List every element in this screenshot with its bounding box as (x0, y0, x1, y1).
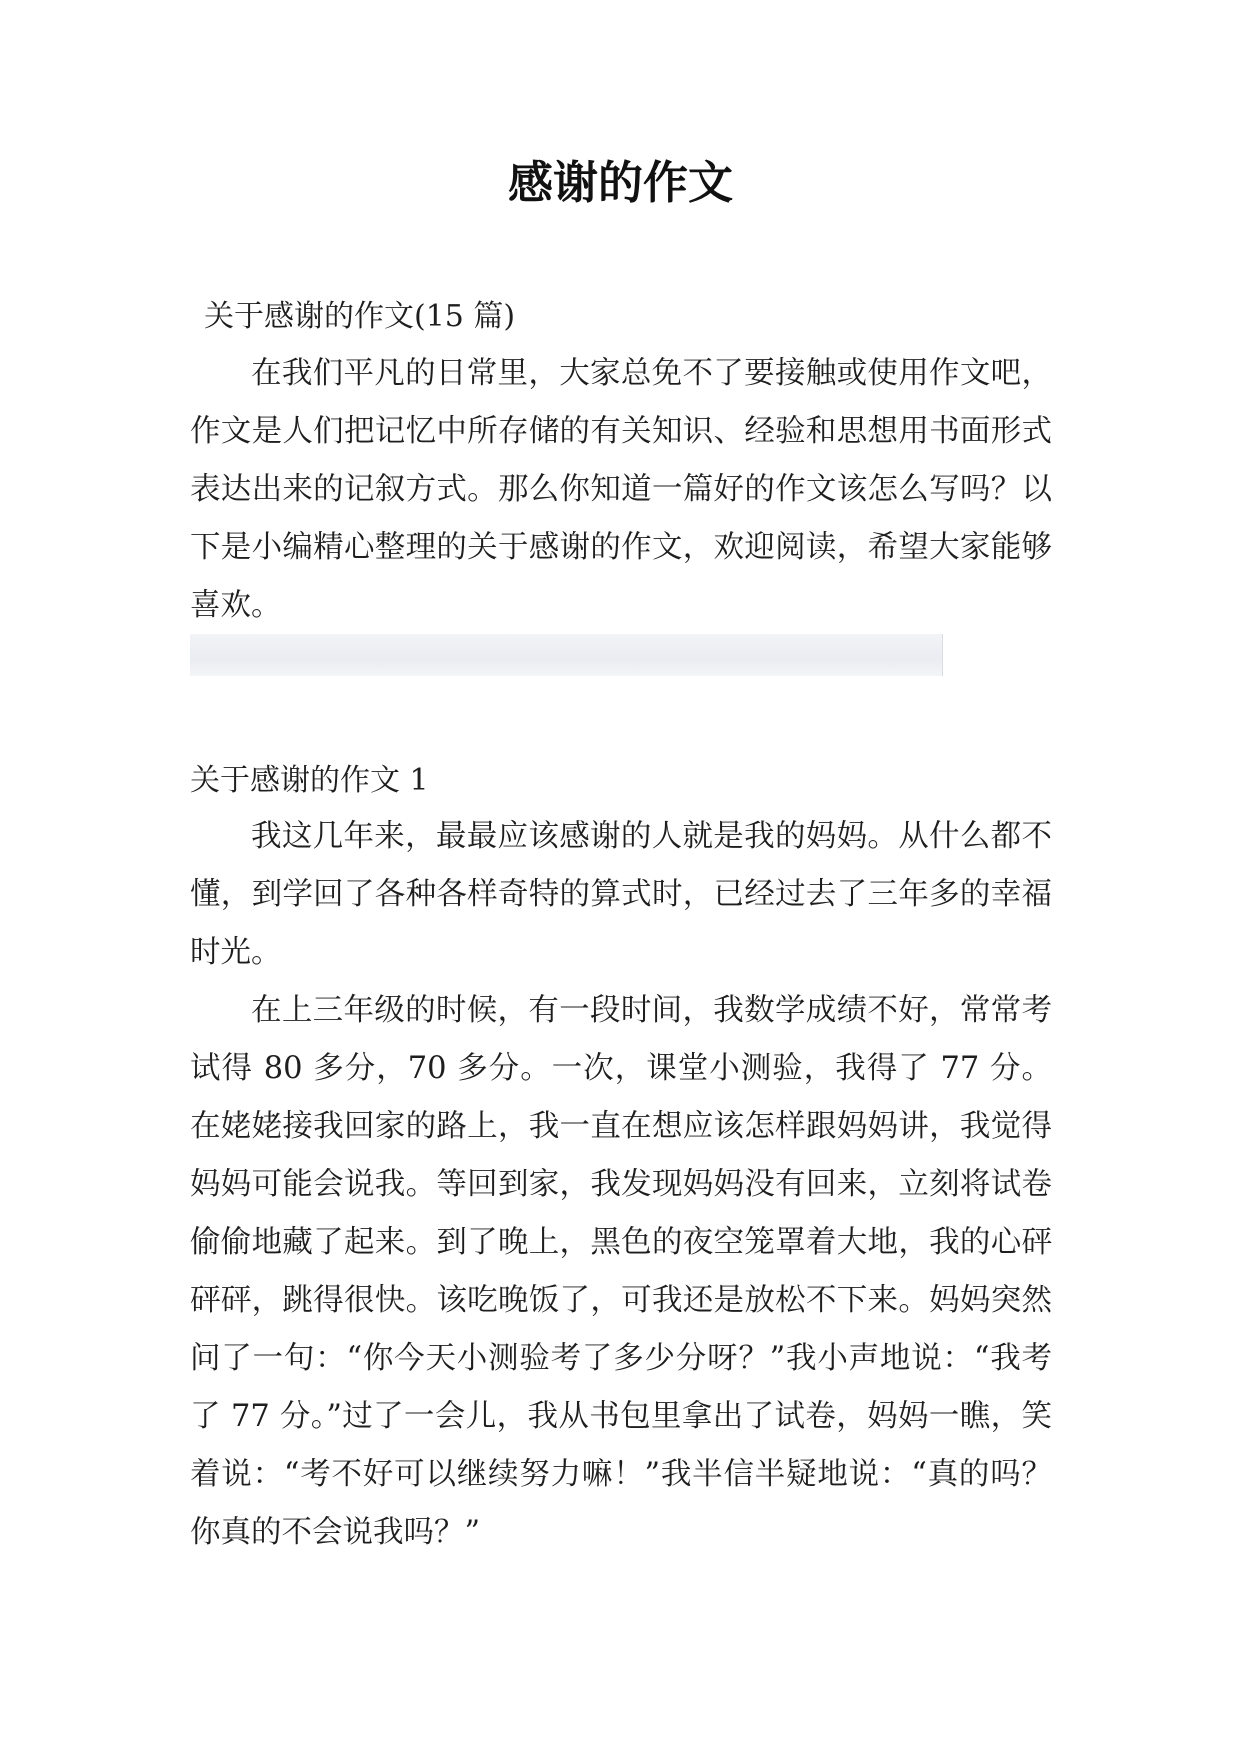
section-heading: 关于感谢的作文 1 (190, 763, 429, 798)
document-subtitle: 关于感谢的作文(15 篇) (204, 299, 516, 334)
intro-paragraph: 在我们平凡的日常里，大家总免不了要接触或使用作文吧，作文是人们把记忆中所存储的有关知识、经验和思想用书面形式表达出来的记叙方式。那么你知道一篇好的作文该怎么写吗？以下是小编精心整理的关于感谢的作文，欢迎阅读，希望大家能够喜欢。 (190, 356, 1052, 623)
body-paragraph: 我这几年来，最最应该感谢的人就是我的妈妈。从什么都不懂，到学回了各种各样奇特的算式时，已经过去了三年多的幸福时光。 (190, 819, 1052, 970)
body-paragraph: 在上三年级的时候，有一段时间，我数学成绩不好，常常考试得 80 多分，70 多分。一次，课堂小测验，我得了 77 分。在姥姥接我回家的路上，我一直在想应该怎样跟妈妈讲，我觉得妈妈可能会说我。等回到家，我发现妈妈没有回来，立刻将试卷偷偷地藏了起来。到了晚上，黑色的夜空笼罩着大地，我的心砰砰砰，跳得很快。该吃晚饭了，可我还是放松不下来。妈妈突然问了一句：“你今天小测验考了多少分呀？”我小声地说：“我考了 77 分。”过了一会儿，我从书包里拿出了试卷，妈妈一瞧，笑着说：“考不好可以继续努力嘛！”我半信半疑地说：“真的吗？你真的不会说我吗？” (190, 993, 1052, 1550)
document-title: 感谢的作文 (507, 156, 733, 209)
section-body (190, 808, 1052, 1562)
embedded-image (190, 634, 943, 676)
